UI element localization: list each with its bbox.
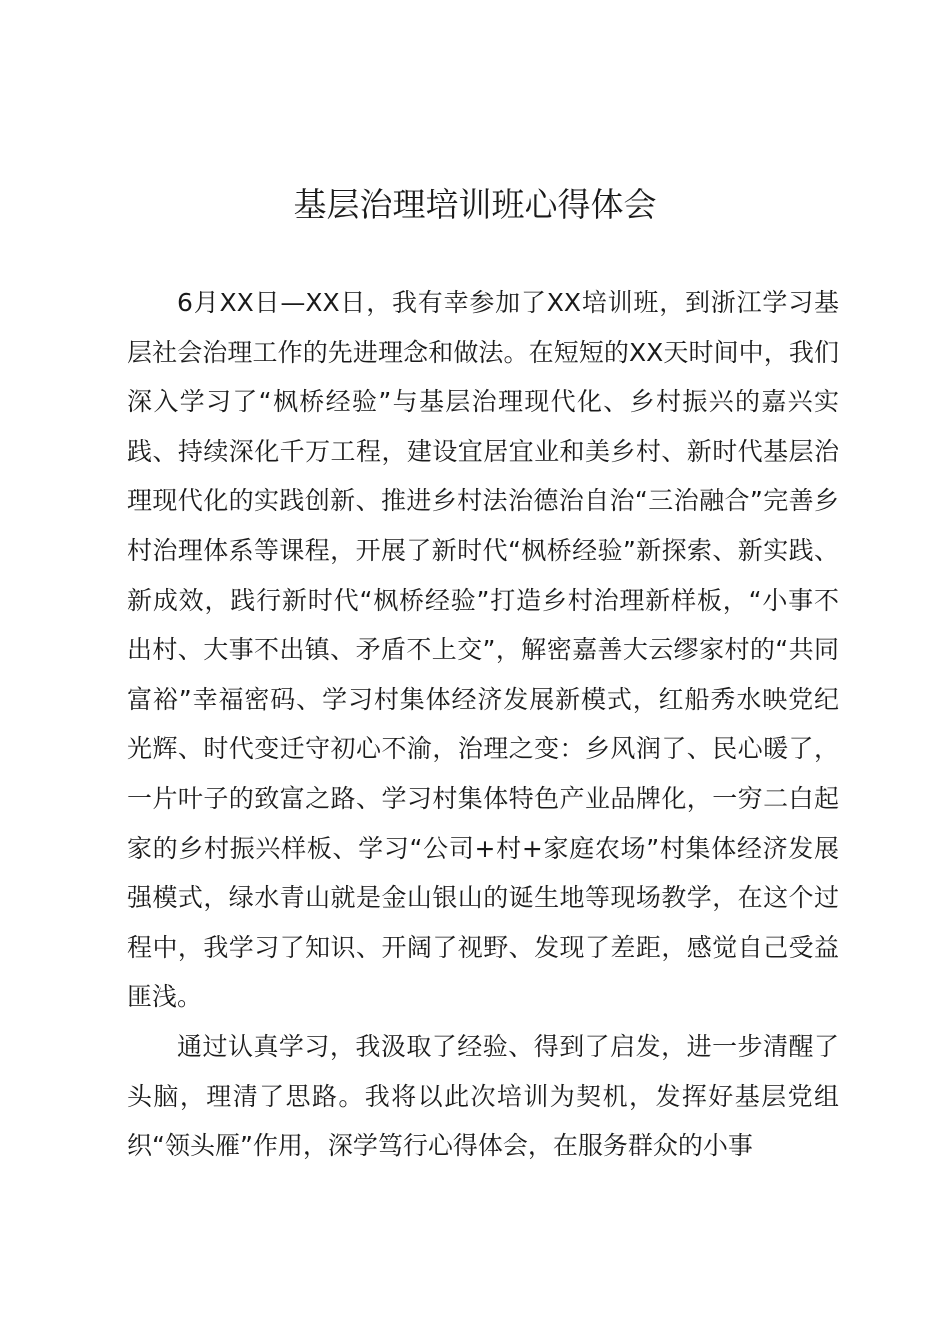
document-title: 基层治理培训班心得体会 xyxy=(293,185,657,224)
document-body xyxy=(127,278,839,1171)
paragraph-1: 6月XX日—XX日，我有幸参加了XX培训班，到浙江学习基层社会治理工作的先进理念和做法。在短短的XX天时间中，我们深入学习了“枫桥经验”与基层治理现代化、乡村振兴的嘉兴实践、持续深化千万工程，建设宜居宜业和美乡村、新时代基层治理现代化的实践创新、推进乡村法治德治自治“三治融合”完善乡村治理体系等课程，开展了新时代“枫桥经验”新探索、新实践、新成效，践行新时代“枫桥经验”打造乡村治理新样板，“小事不出村、大事不出镇、矛盾不上交”，解密嘉善大云缪家村的“共同富裕”幸福密码、学习村集体经济发展新模式，红船秀水映党纪光辉、时代变迁守初心不渝，治理之变：乡风润了、民心暖了，一片叶子的致富之路、学习村集体特色产业品牌化，一穷二白起家的乡村振兴样板、学习“公司+村+家庭农场”村集体经济发展强模式，绿水青山就是金山银山的诞生地等现场教学，在这个过程中，我学习了知识、开阔了视野、发现了差距，感觉自己受益匪浅。 xyxy=(127,288,839,1012)
paragraph-2: 通过认真学习，我汲取了经验、得到了启发，进一步清醒了头脑，理清了思路。我将以此次培训为契机，发挥好基层党组织“领头雁”作用，深学笃行心得体会，在服务群众的小事 xyxy=(127,1031,839,1161)
